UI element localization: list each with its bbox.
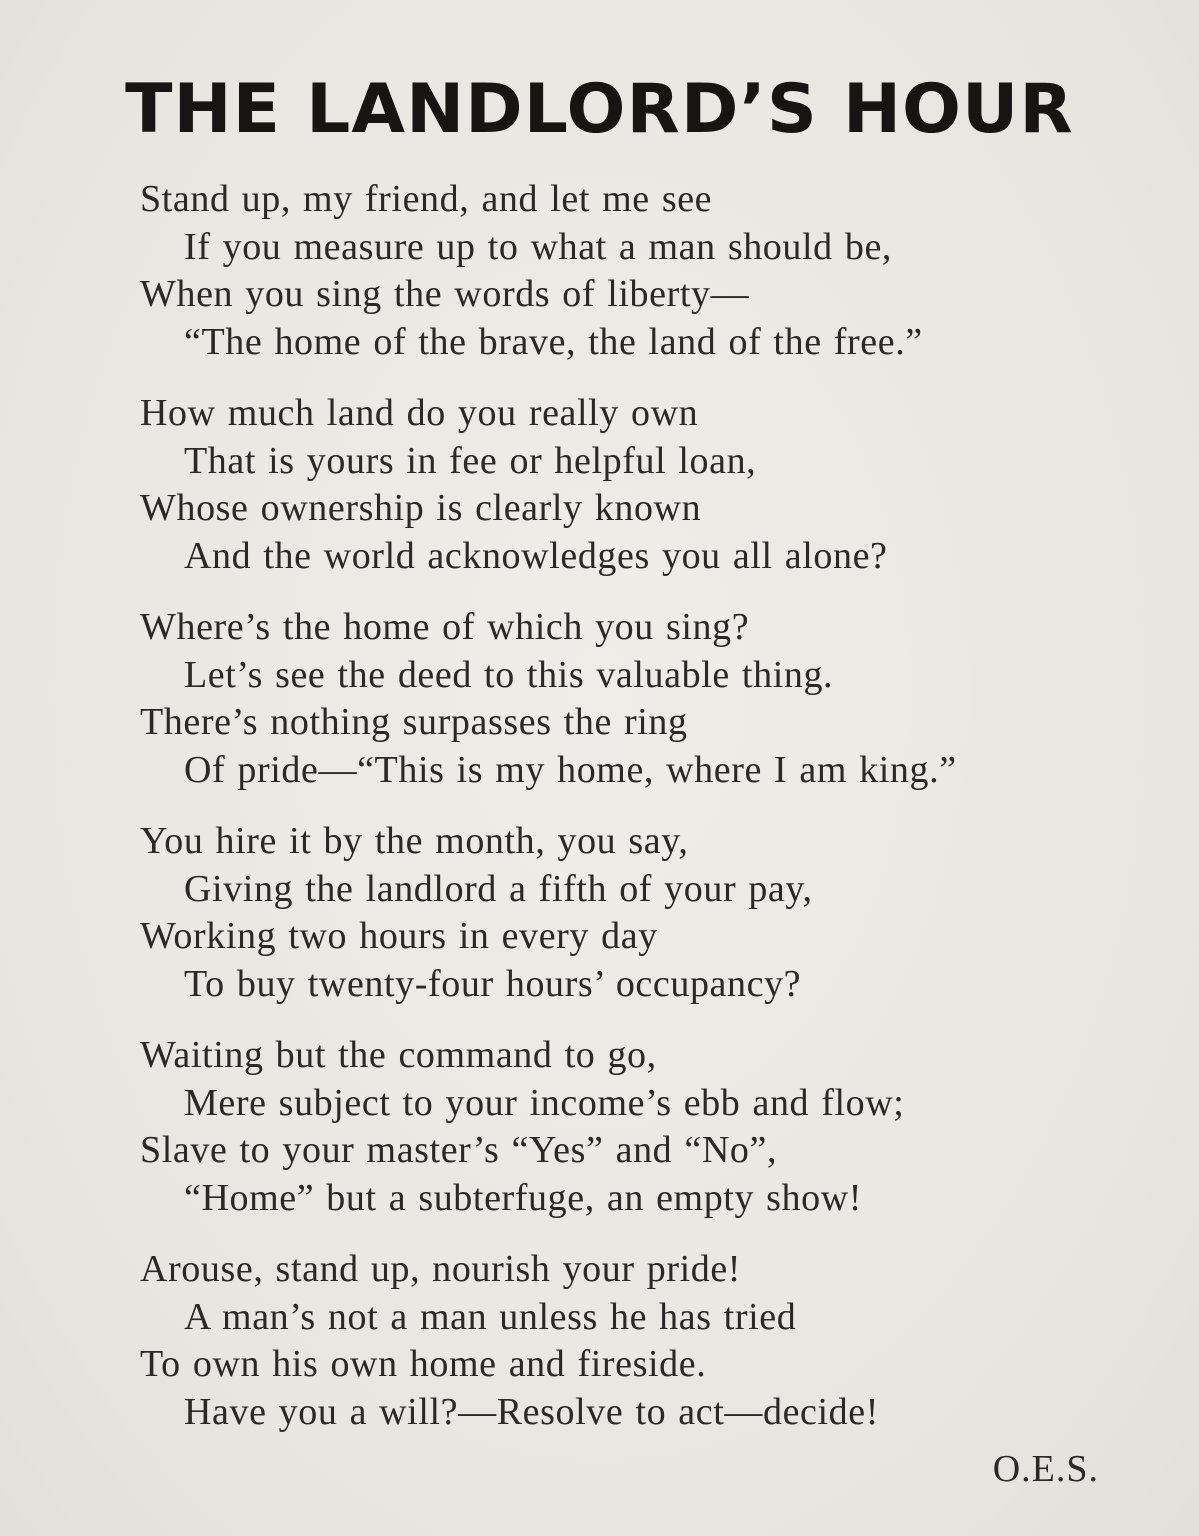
poem-line: “Home” but a subterfuge, an empty show!: [184, 1176, 863, 1219]
poem-line: A man’s not a man unless he has tried: [184, 1295, 797, 1338]
poem-line: To own his own home and fireside.: [140, 1343, 707, 1385]
poem-line: Of pride—“This is my home, where I am king.”: [184, 748, 957, 791]
poem-line: Where’s the home of which you sing?: [140, 606, 750, 648]
poem-title: THE LANDLORD’S HOUR: [125, 70, 1074, 149]
stanza-5: [140, 1032, 1140, 1222]
poem-line: And the world acknowledges you all alone?: [184, 534, 888, 577]
poem-line: “The home of the brave, the land of the free.”: [184, 320, 923, 363]
stanza-2: [140, 390, 1140, 580]
poem-line: If you measure up to what a man should be,: [184, 225, 893, 268]
poem-line: When you sing the words of liberty—: [140, 273, 750, 315]
poem-line: Arouse, stand up, nourish your pride!: [140, 1248, 742, 1290]
poem-line: Let’s see the deed to this valuable thing.: [184, 653, 834, 696]
poem-body: [140, 176, 1140, 1460]
stanza-4: [140, 818, 1140, 1008]
poem-line: Giving the landlord a fifth of your pay,: [184, 867, 813, 910]
stanza-3: [140, 604, 1140, 794]
poem-line: Whose ownership is clearly known: [140, 487, 702, 529]
poem-line: Have you a will?—Resolve to act—decide!: [184, 1390, 880, 1433]
poem-line: That is yours in fee or helpful loan,: [184, 439, 757, 482]
poem-line: How much land do you really own: [140, 392, 699, 434]
poem-line: Mere subject to your income’s ebb and flow;: [184, 1081, 905, 1124]
poem-line: To buy twenty-four hours’ occupancy?: [184, 962, 802, 1005]
poem-line: Working two hours in every day: [140, 915, 658, 957]
poem-line: You hire it by the month, you say,: [140, 820, 689, 862]
poem-line: Slave to your master’s “Yes” and “No”,: [140, 1129, 778, 1171]
poem-line: There’s nothing surpasses the ring: [140, 701, 688, 743]
poem-line: Waiting but the command to go,: [140, 1034, 657, 1076]
poem-line: Stand up, my friend, and let me see: [140, 178, 713, 220]
stanza-1: [140, 176, 1140, 366]
author-signature: O.E.S.: [992, 1448, 1099, 1490]
stanza-6: [140, 1246, 1140, 1436]
